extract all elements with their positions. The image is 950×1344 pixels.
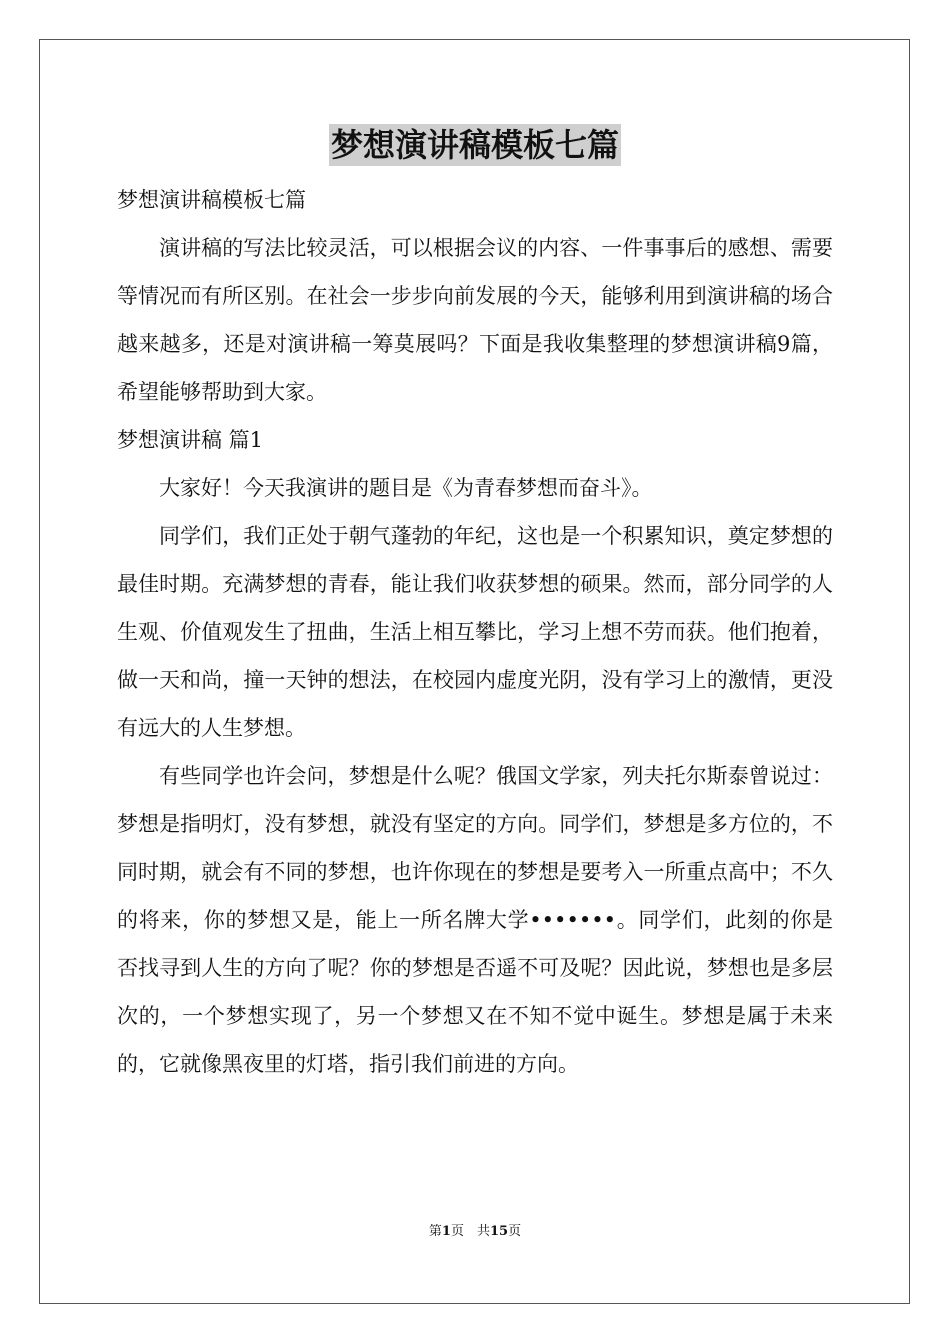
- body-paragraph-1: 大家好！今天我演讲的题目是《为青春梦想而奋斗》。: [159, 476, 653, 500]
- document-body: [117, 176, 833, 1088]
- body-paragraph-2: 同学们，我们正处于朝气蓬勃的年纪，这也是一个积累知识，奠定梦想的最佳时期。充满梦想的青春，能让我们收获梦想的硕果。然而，部分同学的人生观、价值观发生了扭曲，生活上相互攀比，学习上想不劳而获。他们抱着，做一天和尚，撞一天钟的想法，在校园内虚度光阴，没有学习上的激情，更没有远大的人生梦想。: [117, 524, 833, 740]
- body-paragraph-3: 有些同学也许会问，梦想是什么呢？俄国文学家，列夫托尔斯泰曾说过：梦想是指明灯，没有梦想，就没有坚定的方向。同学们，梦想是多方位的，不同时期，就会有不同的梦想，也许你现在的梦想是要考入一所重点高中；不久的将来，你的梦想又是，能上一所名牌大学•••••••。同学们，此刻的你是否找寻到人生的方向了呢？你的梦想是否遥不可及呢？因此说，梦想也是多层次的，一个梦想实现了，另一个梦想又在不知不觉中诞生。梦想是属于未来的，它就像黑夜里的灯塔，指引我们前进的方向。: [117, 764, 833, 1076]
- subtitle-line: 梦想演讲稿模板七篇: [117, 188, 306, 212]
- page-total-number: 15: [489, 1224, 509, 1239]
- page-current-number: 1: [441, 1224, 451, 1239]
- intro-paragraph: 演讲稿的写法比较灵活，可以根据会议的内容、一件事事后的感想、需要等情况而有所区别。在社会一步步向前发展的今天，能够利用到演讲稿的场合越来越多，还是对演讲稿一筹莫展吗？下面是我收集整理的梦想演讲稿9篇，希望能够帮助到大家。: [117, 236, 833, 404]
- page-prefix: 第: [428, 1224, 442, 1239]
- section-heading: 梦想演讲稿 篇1: [117, 428, 264, 452]
- document-title: 梦想演讲稿模板七篇: [330, 126, 619, 164]
- page-footer: [0, 1220, 950, 1239]
- page-mid: 页 共: [450, 1224, 490, 1239]
- title-area: [0, 124, 950, 166]
- page-suffix: 页: [508, 1224, 522, 1239]
